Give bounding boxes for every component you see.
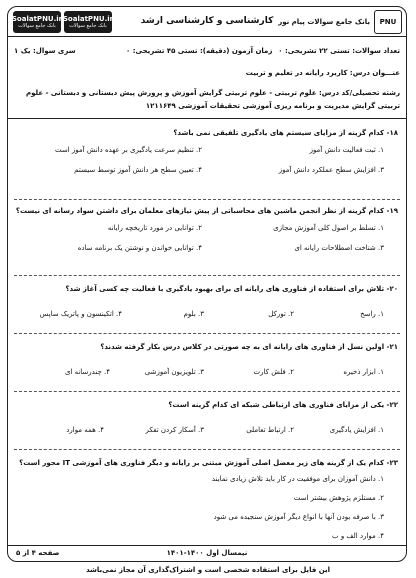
answer-option[interactable]: ۳. با صرفه بودن آنها با انواع دیگر آموزش سنجیده می شود [213, 513, 384, 521]
question-divider [14, 275, 400, 276]
badge-name: SoalatPNU.ir [11, 15, 63, 23]
question-options [16, 409, 398, 449]
answer-option[interactable]: ۴. چندرسانه ای [64, 368, 110, 376]
answer-option[interactable]: ۳. تلویزیون آموزشی [144, 368, 204, 376]
question-options [16, 351, 398, 391]
question-series: سری سوال: یک ۱ [14, 47, 76, 55]
question-text: ۱۸- کدام گزینه از مزایای سیستم های یادگیری تلفیقی نمی باشد؟ [173, 129, 398, 137]
answer-option[interactable]: ۴. موارد الف و ب [332, 532, 384, 540]
exam-info [8, 37, 406, 119]
answer-option[interactable]: ۲. تنظیم سرعت یادگیری بر عهده دانش آموز است [55, 146, 202, 154]
answer-option[interactable]: ۲. تورکل [268, 310, 294, 318]
answer-option[interactable]: ۴. اتکینسون و پاتریک ساپس [39, 310, 122, 318]
exam-time: زمان آزمون (دقیقه): تستی ۴۵ تشریحی: ۰ [126, 47, 273, 55]
answer-option[interactable]: ۴. همه موارد [66, 426, 104, 434]
question-divider [14, 449, 400, 450]
logo-text: PNU [379, 18, 397, 26]
badge-sub: بانک جامع سوالات [69, 23, 107, 29]
question-text: ۲۰- تلاش برای استفاده از فناوری های رایانه ای برای بهبود یادگیری با فعالیت چه کسی آغاز شد؟ [65, 285, 398, 293]
answer-option[interactable]: ۳. آسکار کردن تفکر [145, 426, 204, 434]
answer-option[interactable]: ۱. ابزار ذخیره [343, 368, 384, 376]
answer-option[interactable]: ۱. ثبت فعالیت دانش آموز [309, 146, 384, 154]
answer-option[interactable]: ۲. توانایی در مورد تاریخچه رایانه [107, 224, 202, 232]
page-number: صفحه ۴ از ۵ [16, 549, 60, 557]
question-text: ۲۳- کدام یک از گزینه های زیر معضل اصلی آموزش مبتنی بر رایانه و دیگر فناوری های آموزشی IT محور است؟ [19, 459, 398, 467]
answer-option[interactable]: ۱. راسخ [360, 310, 384, 318]
question-item [16, 343, 398, 383]
usage-note: این فایل برای استفاده شخصی است و اشتراک‌گذاری آن مجاز نمی‌باشد [85, 566, 331, 574]
answer-option[interactable]: ۲. ارتباط تعاملی [246, 426, 294, 434]
question-text: ۲۲- یکی از مزایای فناوری های ارتباطی شبکه ای کدام گزینه است؟ [168, 401, 398, 409]
answer-option[interactable]: ۱. دانش آموزان برای موفقیت در کار باید تلاش زیادی نمایند [211, 475, 384, 483]
site-badge[interactable] [13, 11, 61, 33]
badge-sub: بانک جامع سوالات [18, 23, 56, 29]
question-divider [14, 391, 400, 392]
answer-option[interactable]: ۲. فلش کارت [253, 368, 294, 376]
answer-option[interactable]: ۳. شناخت اصطلاحات رایانه ای [294, 244, 384, 252]
answer-option[interactable]: ۲. مستلزم پژوهش بیشتر است [293, 494, 384, 502]
answer-option[interactable]: ۳. افزایش سطح عملکرد دانش آموز [278, 166, 384, 174]
question-item [16, 207, 398, 267]
answer-option[interactable]: ۳. بلوم [183, 310, 204, 318]
course-title: عنـــوان درس: کاربرد رایانه در تعلیم و تربیت [245, 69, 400, 77]
question-options [16, 137, 398, 197]
badge-name: SoalatPNU.ir [62, 15, 114, 23]
question-text: ۱۹- کدام گزینه از نظر انجمن ماشین های محاسباتی از پیش نیازهای معلمان برای داشتن سواد رسانه ای نیست؟ [15, 207, 398, 215]
answer-option[interactable]: ۴. توانایی خواندن و نوشتن یک برنامه ساده [77, 244, 202, 252]
answer-option[interactable]: ۴. تعیین سطح هر دانش آموز توسط سیستم [74, 166, 202, 174]
question-count: تعداد سوالات: تستی ۲۲ تشریحی: ۰ [278, 47, 400, 55]
question-options [16, 293, 398, 333]
page-footer [8, 545, 406, 561]
question-item [16, 129, 398, 189]
exam-page [7, 6, 407, 562]
page-header [8, 7, 406, 37]
question-text: ۲۱- اولین نسل از فناوری های رایانه ای به چه صورتی در کلاس درس بکار گرفته شدند؟ [100, 343, 398, 351]
question-item [16, 401, 398, 441]
bank-title: بانک جامع سوالات پیام نور [278, 18, 370, 26]
question-divider [14, 199, 400, 200]
answer-option[interactable]: ۱. تسلط بر اصول کلی آموزش مجازی [273, 224, 384, 232]
question-item [16, 285, 398, 325]
header-title: کارشناسی و کارشناسی ارشد [140, 16, 274, 26]
question-options [16, 215, 398, 275]
question-item [16, 459, 398, 554]
answer-option[interactable]: ۱. افزایش یادگیری [329, 426, 384, 434]
semester-label: نیمسال اول ۱۴۰۰-۱۴۰۱ [166, 549, 248, 557]
site-badge[interactable] [64, 11, 112, 33]
header-badges [13, 11, 112, 33]
question-divider [14, 333, 400, 334]
field-of-study: رشته تحصیلی/کد درس: علوم تربیتی - علوم تربیتی گرایش آموزش و پرورش پیش دبستانی و دبستانی - علوم تربیتی گرایش مدیریت و برنامه ریزی آموزشی تحقیقات آموزشی ۱۲۱۱۶۴۹ [25, 89, 400, 110]
